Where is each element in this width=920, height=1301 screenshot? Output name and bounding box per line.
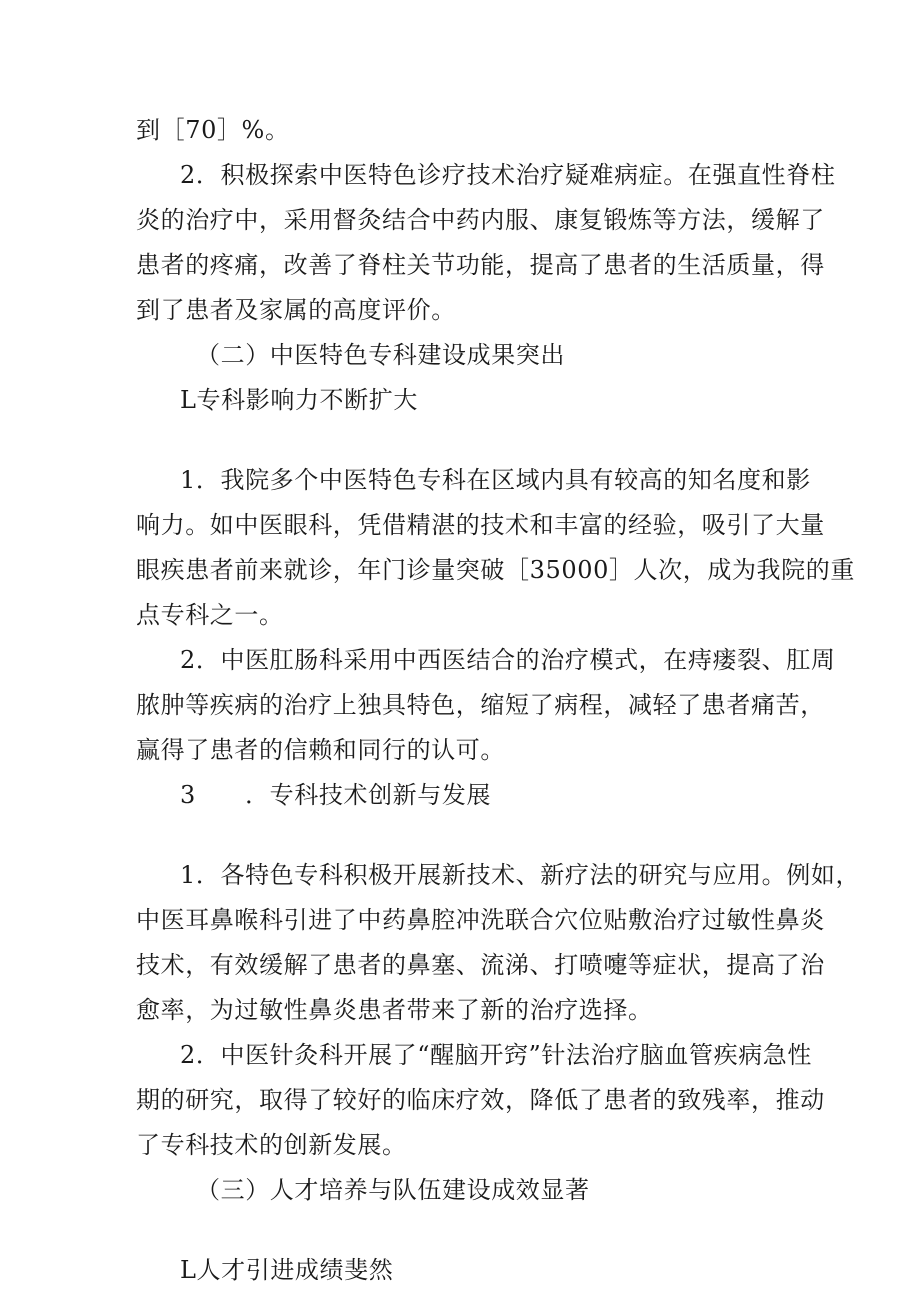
- text-line: 脓肿等疾病的治疗上独具特色，缩短了病程，减轻了患者痛苦，: [136, 691, 825, 719]
- paragraph-1-line-1: 1．各特色专科积极开展新技术、新疗法的研究与应用。例如，: [180, 861, 861, 889]
- subheading-talent-introduction: L人才引进成绩斐然: [180, 1256, 394, 1284]
- paragraph-1-line-1: 1．我院多个中医特色专科在区域内具有较高的知名度和影: [180, 466, 811, 494]
- subheading-specialty-influence: L专科影响力不断扩大: [180, 386, 418, 414]
- text-line: 期的研究，取得了较好的临床疗效，降低了患者的致残率，推动: [136, 1086, 825, 1114]
- paragraph-2-line-1: 2．积极探索中医特色诊疗技术治疗疑难病症。在强直性脊柱: [180, 161, 836, 189]
- subheading-tech-innovation: 3 ．专科技术创新与发展: [180, 781, 492, 809]
- text-line: 眼疾患者前来就诊，年门诊量突破［35000］人次，成为我院的重: [136, 556, 855, 584]
- text-line: 赢得了患者的信赖和同行的认可。: [136, 736, 505, 764]
- text-line: 到［70］%。: [136, 116, 290, 144]
- text-line: 炎的治疗中，采用督灸结合中药内服、康复锻炼等方法，缓解了: [136, 206, 825, 234]
- text-line: 中医耳鼻喉科引进了中药鼻腔冲洗联合穴位贴敷治疗过敏性鼻炎: [136, 906, 825, 934]
- text-line: 到了患者及家属的高度评价。: [136, 296, 456, 324]
- text-line: 了专科技术的创新发展。: [136, 1131, 407, 1159]
- text-line: 响力。如中医眼科，凭借精湛的技术和丰富的经验，吸引了大量: [136, 511, 825, 539]
- section-heading-3: （三）人才培养与队伍建设成效显著: [196, 1176, 590, 1204]
- text-line: 技术，有效缓解了患者的鼻塞、流涕、打喷嚏等症状，提高了治: [136, 951, 825, 979]
- section-heading-2: （二）中医特色专科建设成果突出: [196, 341, 565, 369]
- text-line: 患者的疼痛，改善了脊柱关节功能，提高了患者的生活质量，得: [136, 251, 825, 279]
- paragraph-2-line-1: 2．中医针灸科开展了“醒脑开窍”针法治疗脑血管疾病急性: [180, 1041, 813, 1069]
- paragraph-2-line-1: 2．中医肛肠科采用中西医结合的治疗模式，在痔瘘裂、肛周: [180, 646, 836, 674]
- text-line: 愈率，为过敏性鼻炎患者带来了新的治疗选择。: [136, 996, 653, 1024]
- text-line: 点专科之一。: [136, 601, 284, 629]
